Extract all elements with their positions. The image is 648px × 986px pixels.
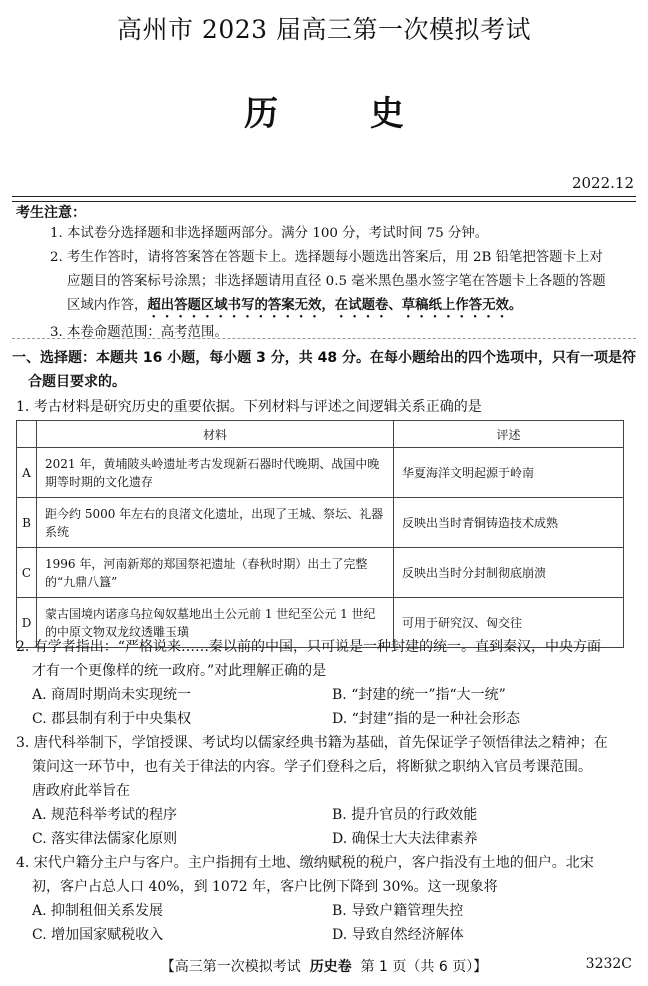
question-3-stem [16, 731, 640, 803]
notice-item-2-tail: 区域内作答， [67, 298, 148, 313]
notice-item-2: 2. 考生作答时，请将答案答在答题卡上。选择题每小题选出答案后，用 2B 铅笔把答题卡上对 [50, 250, 603, 265]
question-1-table [16, 420, 624, 648]
q2-option-b: B. “封建的统一”指“大一统” [332, 687, 506, 703]
row-comment: 可用于研究汉、匈交往 [394, 598, 624, 648]
q2-option-d: D. “封建”指的是一种社会形态 [332, 711, 520, 727]
exam-date: 2022.12 [571, 174, 634, 192]
row-material: 距今约 5000 年左右的良渚文化遗址，出现了王城、祭坛、礼器系统 [37, 498, 394, 548]
question-4-stem [16, 851, 640, 899]
q3-stem-line-1: 3. 唐代科举制下，学馆授课、考试均以儒家经典书籍为基础，首先保证学子领悟律法之精神；在 [16, 735, 608, 751]
q3-stem-line-3: 唐政府此举旨在 [32, 783, 130, 799]
row-option: D [17, 598, 37, 648]
row-material: 蒙古国境内诺彦乌拉匈奴墓地出土公元前 1 世纪至公元 1 世纪的中原文物双龙纹透雕玉璜 [37, 598, 394, 648]
notice-item-2-cont: 应题目的答案标号涂黑；非选择题请用直径 0.5 毫米黑色墨水签字笔在答题卡上各题的答题 [67, 274, 606, 289]
question-4-options [32, 899, 632, 947]
question-3-options [32, 803, 632, 851]
header-divider [12, 196, 636, 202]
q4-stem-line-1: 4. 宋代户籍分主户与客户。主户指拥有土地、缴纳赋税的税户，客户指没有土地的佃户。北宋 [16, 855, 594, 871]
q3-option-d: D. 确保士大夫法律素养 [332, 831, 478, 847]
table-header-row [17, 421, 624, 448]
notice-divider [12, 338, 636, 339]
section-heading [12, 346, 636, 394]
q2-stem-line-1: 2. 有学者指出：“严格说来……秦以前的中国，只可说是一种封建的统一。直到秦汉，中央方面 [16, 639, 601, 655]
table-header-material: 材料 [37, 421, 394, 448]
footer-page-number: 第 1 页（共 6 页）】 [360, 959, 488, 975]
table-header-comment: 评述 [394, 421, 624, 448]
q4-option-b: B. 导致户籍管理失控 [332, 903, 464, 919]
notice-title: 考生注意： [16, 205, 86, 221]
notice-list [50, 222, 640, 345]
q4-option-d: D. 导致自然经济解体 [332, 927, 464, 943]
row-material: 1996 年，河南新郑的郑国祭祀遗址（春秋时期）出土了完整的“九鼎八簋” [37, 548, 394, 598]
page-footer [0, 956, 648, 976]
q4-stem-line-2: 初，客户占总人口 40%，到 1072 年，客户比例下降到 30%。这一现象将 [32, 879, 498, 895]
question-2-options [32, 683, 632, 731]
row-comment: 华夏海洋文明起源于岭南 [394, 448, 624, 498]
table-row [17, 448, 624, 498]
q2-option-c: C. 郡县制有利于中央集权 [32, 711, 192, 727]
q3-option-b: B. 提升官员的行政效能 [332, 807, 478, 823]
exam-title: 高州市 2023 届高三第一次模拟考试 [116, 15, 532, 44]
notice-item-1: 1. 本试卷分选择题和非选择题两部分。满分 100 分，考试时间 75 分钟。 [50, 226, 489, 241]
row-comment: 反映出当时分封制彻底崩溃 [394, 548, 624, 598]
table-row [17, 498, 624, 548]
question-2-stem [16, 635, 640, 683]
notice-item-2-cont2 [50, 294, 640, 321]
section-line-2: 合题目要求的。 [28, 374, 126, 390]
q3-option-c: C. 落实律法儒家化原则 [32, 831, 178, 847]
q3-stem-line-2: 策问这一环节中，也有关于律法的内容。学子们登科之后，将断狱之职纳入官员考课范围。 [32, 759, 592, 775]
row-material: 2021 年，黄埔陂头岭遗址考古发现新石器时代晚期、战国中晚期等时期的文化遗存 [37, 448, 394, 498]
row-option: C [17, 548, 37, 598]
notice-emphasis: 超出答题区域书写的答案无效，在试题卷、草稿纸上作答无效。 [147, 298, 523, 313]
subject-title: 历 史 [244, 94, 444, 134]
q2-option-a: A. 商周时期尚未实现统一 [32, 687, 192, 703]
question-1-stem: 1. 考古材料是研究历史的重要依据。下列材料与评述之间逻辑关系正确的是 [16, 399, 482, 415]
row-option: B [17, 498, 37, 548]
exam-code: 3232C [585, 956, 632, 972]
row-comment: 反映出当时青铜铸造技术成熟 [394, 498, 624, 548]
q4-option-c: C. 增加国家赋税收入 [32, 927, 164, 943]
table-row [17, 548, 624, 598]
q3-option-a: A. 规范科举考试的程序 [32, 807, 178, 823]
row-option: A [17, 448, 37, 498]
table-header-blank [17, 421, 37, 448]
notice-item-3: 3. 本卷命题范围：高考范围。 [50, 325, 228, 340]
footer-exam-name: 【高三第一次模拟考试 [160, 959, 301, 975]
footer-subject: 历史卷 [309, 959, 352, 975]
section-line-1: 一、选择题：本题共 16 小题，每小题 3 分，共 48 分。在每小题给出的四个选项中，只有一项是符 [12, 350, 636, 366]
q2-stem-line-2: 才有一个更像样的统一政府。”对此理解正确的是 [32, 663, 327, 679]
q4-option-a: A. 抑制租佃关系发展 [32, 903, 164, 919]
